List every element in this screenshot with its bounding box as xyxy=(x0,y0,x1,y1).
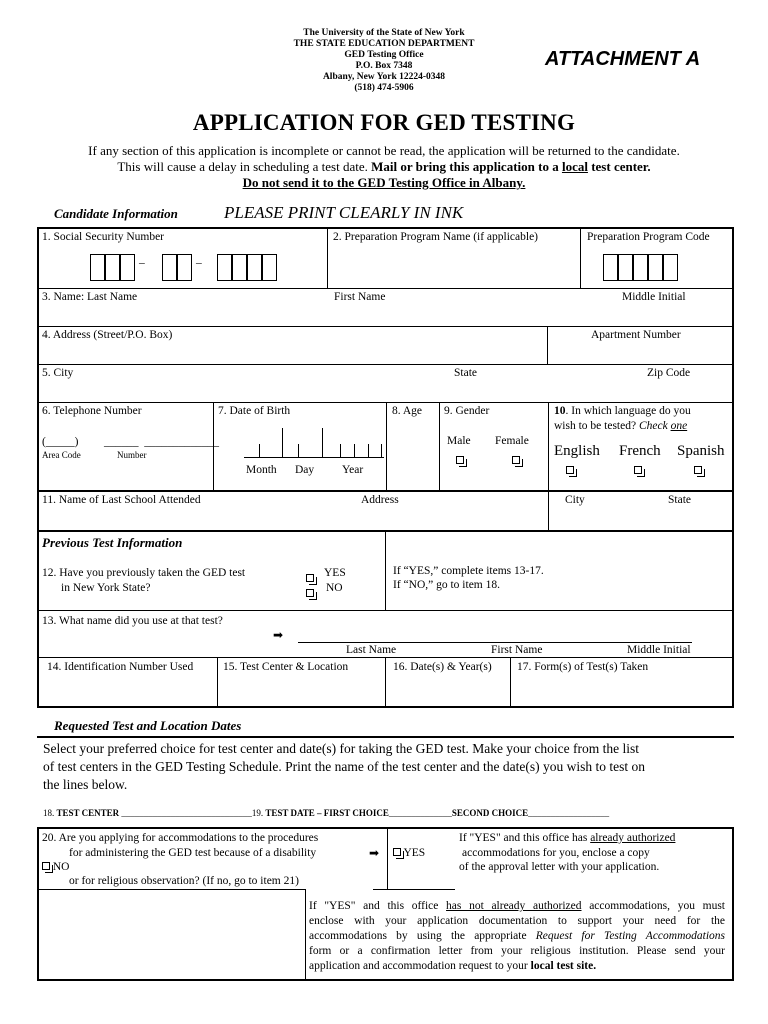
header-line-2: THE STATE EDUCATION DEPARTMENT xyxy=(293,39,475,49)
q16-label: 16. Date(s) & Year(s) xyxy=(393,661,492,673)
q17-label: 17. Form(s) of Test(s) Taken xyxy=(517,661,649,673)
language-label xyxy=(554,405,691,417)
intro-line-3 xyxy=(0,175,768,191)
prep-program-label: 2. Preparation Program Name (if applicable) xyxy=(333,231,539,243)
lang-english-label: English xyxy=(554,443,600,459)
header-line-3: GED Testing Office xyxy=(344,50,424,60)
authorized-line-3: of the approval letter with your application. xyxy=(459,861,660,873)
dob-day-caption: Day xyxy=(295,464,315,476)
q12-no-checkbox[interactable] xyxy=(306,584,314,602)
area-code-caption: Area Code xyxy=(42,450,81,460)
language-check: Check xyxy=(638,420,671,432)
header-line-4: P.O. Box 7348 xyxy=(355,61,413,71)
na-line-3: accommodations by using the appropriate xyxy=(309,930,536,942)
gender-male-label: Male xyxy=(447,435,471,447)
apartment-label: Apartment Number xyxy=(591,329,681,341)
first-name-label: First Name xyxy=(334,291,386,303)
q20-yes-label: YES xyxy=(403,847,426,859)
language-one: one xyxy=(670,420,688,432)
q12-if-no: If “NO,” go to item 18. xyxy=(393,579,500,591)
last-school-label: 11. Name of Last School Attended xyxy=(42,494,201,506)
na-line-2: enclose with your application documentation to support your need for the xyxy=(309,915,725,927)
gender-female-checkbox[interactable] xyxy=(512,451,520,469)
lang-french-checkbox[interactable] xyxy=(634,461,642,479)
na-line-4: form or a confirmation letter from your religious institution. Please send your xyxy=(309,945,725,957)
last-name-label: 3. Name: Last Name xyxy=(42,291,138,303)
intro-bold-2: test center. xyxy=(587,159,651,174)
q14-label: 14. Identification Number Used xyxy=(47,661,194,673)
requested-line-2: of test centers in the GED Testing Schedule. Print the name of the test center and the date(s) you wish to test on xyxy=(43,759,646,774)
q20-line-3: or for religious observation? (If no, go to item 21) xyxy=(69,875,299,887)
na-request-form: Request for Testing Accommodations xyxy=(535,930,725,942)
print-instruction: PLEASE PRINT CLEARLY IN INK xyxy=(224,203,464,222)
lang-english-checkbox[interactable] xyxy=(566,461,574,479)
q20-line-1: 20. Are you applying for accommodations to the procedures xyxy=(42,832,319,844)
zip-label: Zip Code xyxy=(647,367,691,379)
q12-yes-label: YES xyxy=(324,567,346,579)
previous-section-label: Previous Test Information xyxy=(42,535,183,550)
school-city-label: City xyxy=(565,494,585,506)
na-text-2: accommodations, you must xyxy=(581,900,725,912)
arrow-right-icon: ➡ xyxy=(369,846,380,860)
authorized-underlined: already authorized xyxy=(590,832,676,844)
dob-input[interactable] xyxy=(244,426,384,458)
age-label: 8. Age xyxy=(392,405,423,417)
telephone-label: 6. Telephone Number xyxy=(42,405,142,417)
q19-label: TEST DATE – FIRST CHOICE xyxy=(265,808,389,818)
city-label: 5. City xyxy=(42,367,74,379)
prep-code-label: Preparation Program Code xyxy=(587,231,710,243)
state-label: State xyxy=(454,367,477,379)
requested-line-3: the lines below. xyxy=(43,777,128,792)
intro-line-2 xyxy=(0,159,768,175)
intro-line-2b xyxy=(371,159,651,174)
q18-label: TEST CENTER xyxy=(56,808,120,818)
gender-female-label: Female xyxy=(495,435,529,447)
q20-no-label: NO xyxy=(52,861,70,873)
language-instruction-text: wish to be tested? xyxy=(554,420,639,432)
area-code-input[interactable]: (_____) xyxy=(42,436,79,448)
lang-spanish-label: Spanish xyxy=(677,443,725,459)
language-instruction xyxy=(554,420,687,432)
dob-month-caption: Month xyxy=(246,464,277,476)
requested-line-1: Select your preferred choice for test center and date(s) for taking the GED test. Make your choice from the list xyxy=(43,741,640,756)
q20-no-checkbox[interactable] xyxy=(42,862,50,870)
middle-initial-label: Middle Initial xyxy=(622,291,686,303)
na-line-5: application and accommodation request to your xyxy=(309,960,531,972)
lang-spanish-checkbox[interactable] xyxy=(694,461,702,479)
header-line-5: Albany, New York 12224-0348 xyxy=(322,72,446,82)
na-text-1: If "YES" and this office xyxy=(309,900,447,912)
intro-text xyxy=(0,143,768,191)
gender-label: 9. Gender xyxy=(444,405,490,417)
na-local-site: local test site. xyxy=(530,960,597,972)
phone-number-input[interactable]: ______ _____________ xyxy=(104,436,219,448)
page-title: APPLICATION FOR GED TESTING xyxy=(192,110,576,135)
intro-warning: Do not send it to the GED Testing Office in Albany. xyxy=(242,175,526,190)
q13-middle-caption: Middle Initial xyxy=(627,644,691,656)
not-authorized-paragraph xyxy=(309,899,725,974)
dob-label: 7. Date of Birth xyxy=(218,405,291,417)
header-line-1: The University of the State of New York xyxy=(303,28,465,38)
intro-local: local xyxy=(561,159,588,174)
header-line-6: (518) 474-5906 xyxy=(354,83,414,93)
ssn-label: 1. Social Security Number xyxy=(42,231,165,243)
candidate-section-label: Candidate Information xyxy=(54,206,178,221)
q13-first-caption: First Name xyxy=(491,644,543,656)
q20-yes-checkbox[interactable] xyxy=(393,848,401,856)
authorized-line-1 xyxy=(459,832,675,844)
test-choice-line xyxy=(43,808,609,818)
gender-male-checkbox[interactable] xyxy=(456,451,464,469)
number-caption: Number xyxy=(117,450,147,460)
q20-line-2: for administering the GED test because of a disability xyxy=(69,847,317,859)
school-state-label: State xyxy=(668,494,691,506)
test-center-input[interactable]: _____________________________ xyxy=(119,808,252,818)
lang-french-label: French xyxy=(619,443,661,459)
attachment-label: ATTACHMENT A xyxy=(545,48,701,70)
authorized-line-2: accommodations for you, enclose a copy xyxy=(462,847,650,859)
authorized-text: If "YES" and this office has xyxy=(459,832,591,844)
na-underlined: has not already authorized xyxy=(446,900,582,912)
second-choice-input[interactable]: __________________ xyxy=(528,808,610,818)
arrow-right-icon: ➡ xyxy=(273,628,284,642)
second-choice-label: SECOND CHOICE xyxy=(451,808,529,818)
q12-line-2: in New York State? xyxy=(61,582,151,594)
q20-yes-option[interactable] xyxy=(393,847,425,859)
school-address-label: Address xyxy=(361,494,399,506)
requested-instructions xyxy=(43,740,645,794)
q18-number: 18. xyxy=(43,808,57,818)
address-label: 4. Address (Street/P.O. Box) xyxy=(42,329,173,341)
q13-last-caption: Last Name xyxy=(346,644,397,656)
intro-bold-1: Mail or bring this application to a xyxy=(371,159,562,174)
language-question: . In which language do you xyxy=(565,405,691,417)
q13-name-input[interactable] xyxy=(298,642,692,643)
requested-section-label: Requested Test and Location Dates xyxy=(54,718,242,733)
q12-if-yes: If “YES,” complete items 13-17. xyxy=(393,565,544,577)
q12-line-1: 12. Have you previously taken the GED test xyxy=(42,567,246,579)
q12-no-label: NO xyxy=(326,582,343,594)
first-choice-input[interactable]: ______________ xyxy=(388,808,452,818)
dob-year-caption: Year xyxy=(342,464,364,476)
q15-label: 15. Test Center & Location xyxy=(223,661,349,673)
q20-no-option[interactable] xyxy=(42,861,70,873)
q19-number: 19. xyxy=(251,808,266,818)
language-number: 10 xyxy=(554,405,566,417)
intro-line-1: If any section of this application is incomplete or cannot be read, the application will be returned to the candidate. xyxy=(88,143,680,158)
q13-label: 13. What name did you use at that test? xyxy=(42,615,223,627)
intro-line-2a: This will cause a delay in scheduling a test date. xyxy=(117,159,372,174)
